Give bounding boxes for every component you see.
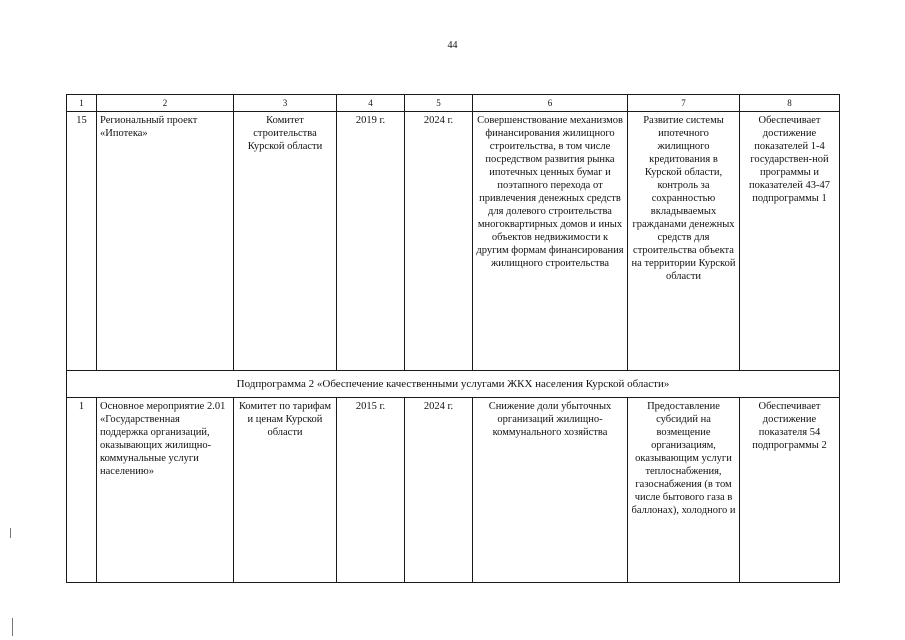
consequences: Развитие системы ипотечного жилищного кредитования в Курской области, контроль за сохранностью вкладываемых гражданами денежных средств для строительства объекта на территории Курской области — [628, 112, 740, 371]
indicator-link: Обеспечивает достижение показателя 54 подпрограммы 2 — [740, 398, 840, 583]
measure-name: Региональный проект «Ипотека» — [97, 112, 234, 371]
header-cell: 7 — [628, 95, 740, 112]
header-cell: 3 — [234, 95, 337, 112]
header-cell: 4 — [337, 95, 405, 112]
table-row — [67, 398, 840, 583]
scan-artifact-mark — [10, 528, 11, 538]
measures-table — [66, 94, 840, 583]
consequences: Предоставление субсидий на возмещение организациям, оказывающим услуги теплоснабжения, газоснабжения (в том числе бытового газа в баллонах), холодного и — [628, 398, 740, 583]
header-cell: 5 — [405, 95, 473, 112]
table-row — [67, 112, 840, 371]
measure-name: Основное мероприятие 2.01 «Государственная поддержка организаций, оказывающих жилищно-коммунальные услуги населению» — [97, 398, 234, 583]
header-cell: 1 — [67, 95, 97, 112]
scan-artifact-mark — [12, 618, 13, 636]
row-number: 1 — [67, 398, 97, 583]
end-year: 2024 г. — [405, 398, 473, 583]
table-header-row — [67, 95, 840, 112]
responsible-executor: Комитет строительства Курской области — [234, 112, 337, 371]
subprogram-title: Подпрограмма 2 «Обеспечение качественными услугами ЖКХ населения Курской области» — [67, 371, 840, 398]
expected-result: Совершенствование механизмов финансирования жилищного строительства, в том числе посредством развития рынка ипотечных ценных бумаг и поэтапного перехода от привлечения денежных средств для долевого строительства многоквартирных домов и иных объектов недвижимости к другим формам финансирования жилищного строительства — [473, 112, 628, 371]
responsible-executor: Комитет по тарифам и ценам Курской области — [234, 398, 337, 583]
expected-result: Снижение доли убыточных организаций жилищно-коммунального хозяйства — [473, 398, 628, 583]
row-number: 15 — [67, 112, 97, 371]
indicator-link: Обеспечивает достижение показателей 1-4 государствен-ной программы и показателей 43-47 подпрограммы 1 — [740, 112, 840, 371]
start-year: 2019 г. — [337, 112, 405, 371]
subprogram-row — [67, 371, 840, 398]
header-cell: 2 — [97, 95, 234, 112]
end-year: 2024 г. — [405, 112, 473, 371]
header-cell: 6 — [473, 95, 628, 112]
header-cell: 8 — [740, 95, 840, 112]
page-number: 44 — [447, 40, 458, 51]
start-year: 2015 г. — [337, 398, 405, 583]
